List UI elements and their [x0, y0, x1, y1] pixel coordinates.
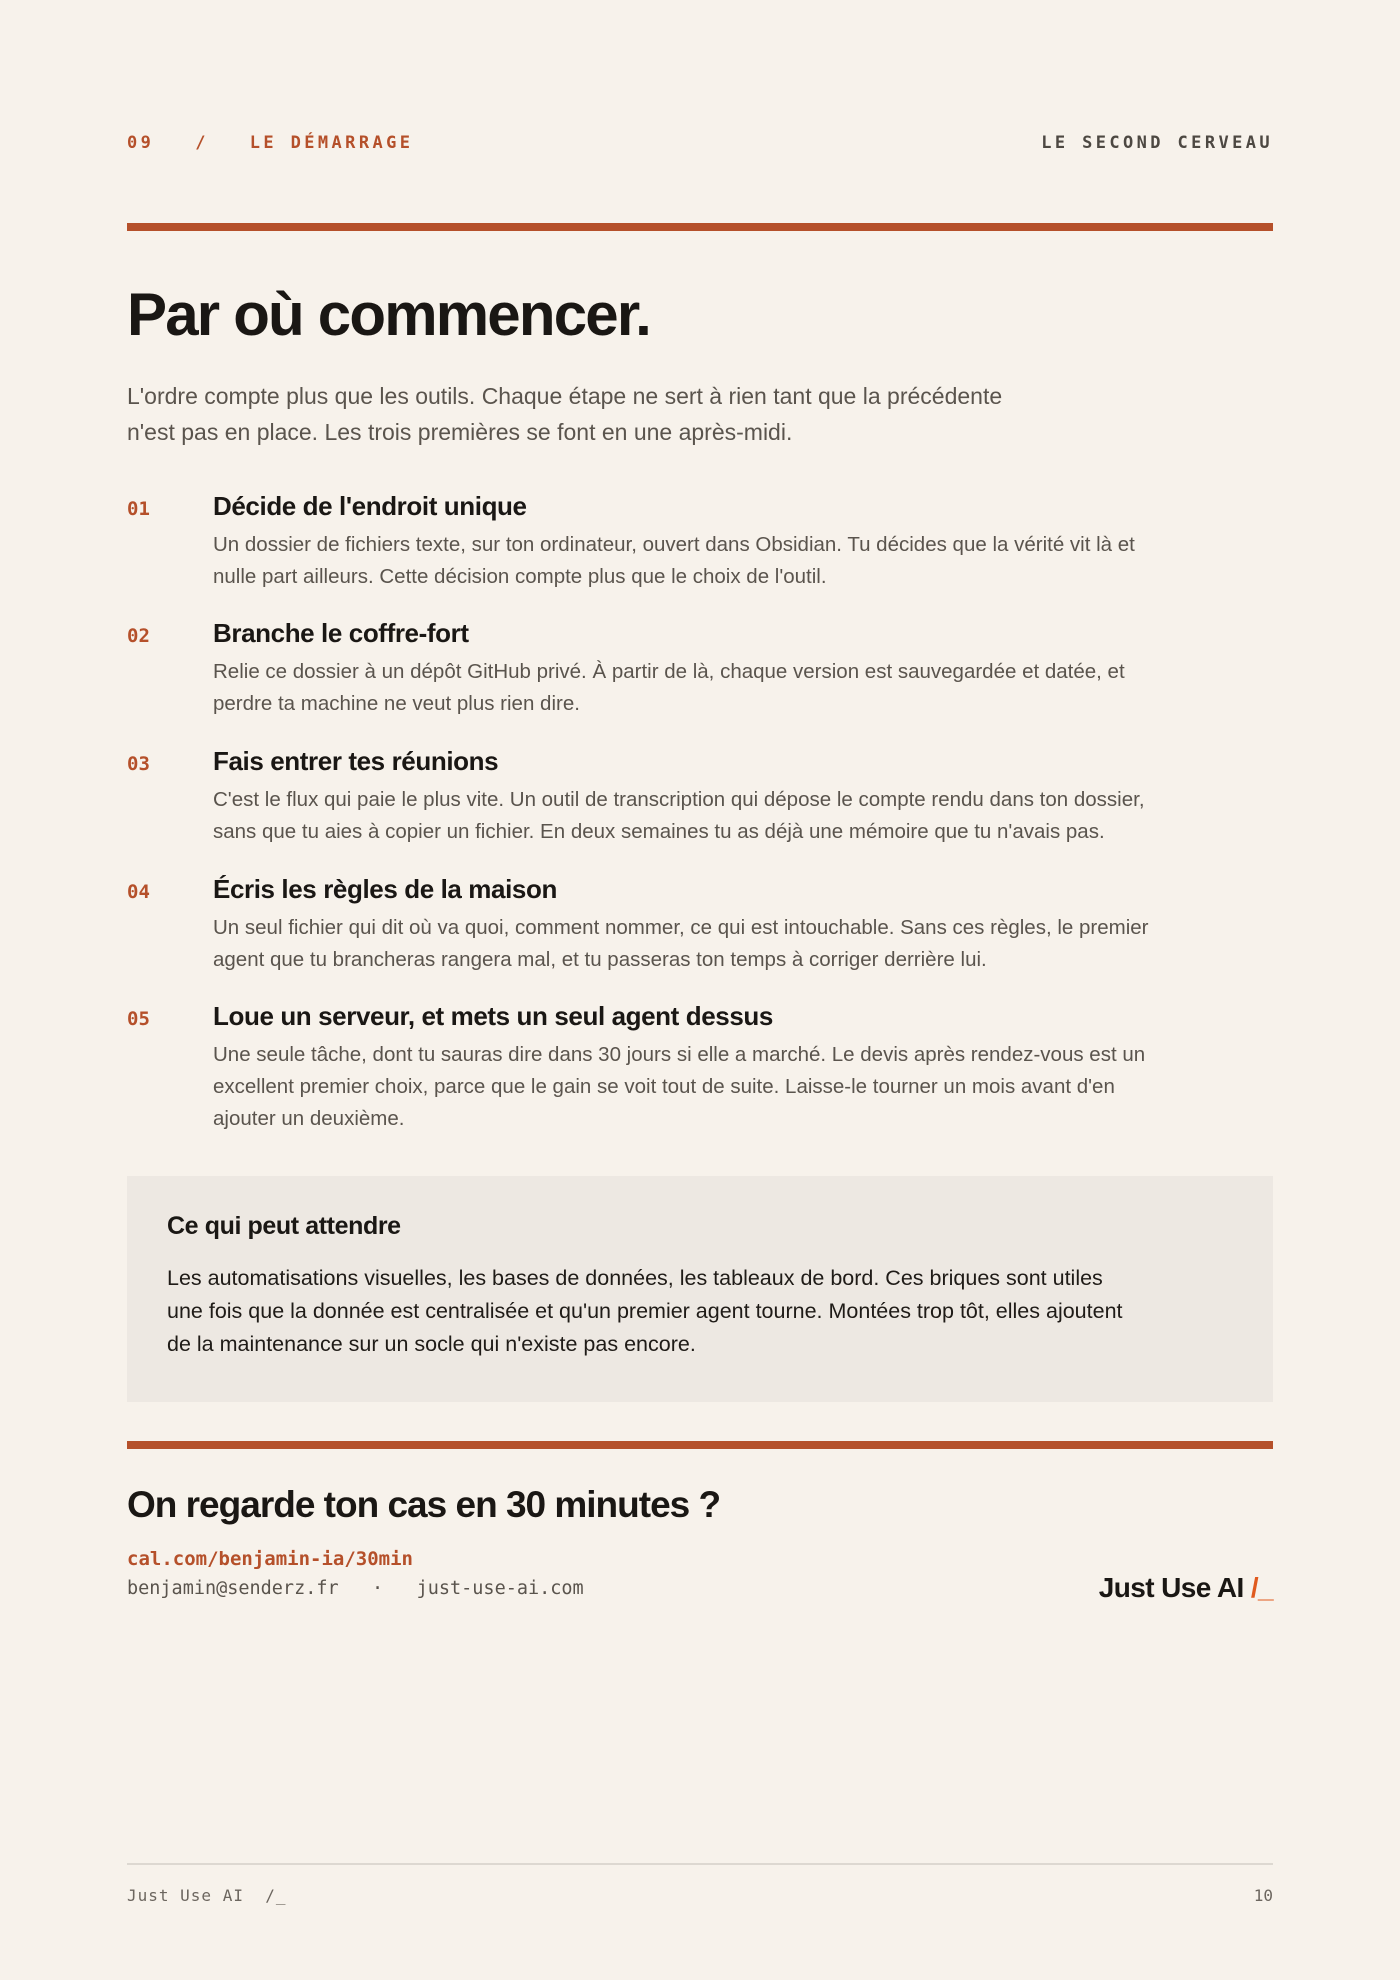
cta-title: On regarde ton cas en 30 minutes ? — [127, 1484, 721, 1525]
step-number: 03 — [127, 753, 150, 775]
step-description — [213, 529, 1273, 593]
step-description — [213, 912, 1273, 976]
callout-body — [167, 1262, 1217, 1361]
intro-line: n'est pas en place. Les trois premières se font en une après-midi. — [127, 419, 793, 445]
step-description — [213, 784, 1273, 848]
callout-title: Ce qui peut attendre — [167, 1212, 401, 1240]
callout-line: Les automatisations visuelles, les bases de données, les tableaux de bord. Ces briques sont utiles — [167, 1266, 1103, 1290]
top-accent-rule — [127, 223, 1273, 231]
step-line: Relie ce dossier à un dépôt GitHub privé. À partir de là, chaque version est sauvegardée et datée, et — [213, 660, 1125, 683]
website-link[interactable]: just-use-ai.com — [416, 1578, 584, 1599]
footer-brand-text: Just Use AI — [127, 1886, 244, 1905]
step-line: Un dossier de fichiers texte, sur ton ordinateur, ouvert dans Obsidian. Tu décides que la vérité vit là et — [213, 533, 1135, 556]
footer-brand — [127, 1886, 287, 1905]
page-title: Par où commencer. — [127, 281, 650, 348]
logo-text: Just Use AI — [1098, 1572, 1244, 1603]
logo-mark: /_ — [1250, 1572, 1273, 1603]
brand-logo — [1099, 1572, 1273, 1604]
section-title: LE DÉMARRAGE — [249, 133, 414, 153]
email-link[interactable]: benjamin@senderz.fr — [127, 1578, 339, 1599]
step-line: nulle part ailleurs. Cette décision compte plus que le choix de l'outil. — [213, 565, 827, 588]
step-line: Un seul fichier qui dit où va quoi, comment nommer, ce qui est intouchable. Sans ces règles, le premier — [213, 916, 1149, 939]
step-description — [213, 656, 1273, 720]
step-title: Décide de l'endroit unique — [213, 491, 527, 521]
step-line: agent que tu brancheras rangera mal, et tu passeras ton temps à corriger derrière lui. — [213, 948, 987, 971]
step-number: 01 — [127, 498, 150, 520]
section-label — [127, 133, 413, 153]
publication-title: LE SECOND CERVEAU — [1041, 133, 1273, 153]
step-line: perdre ta machine ne veut plus rien dire. — [213, 692, 580, 715]
callout-line: de la maintenance sur un socle qui n'existe pas encore. — [167, 1332, 696, 1356]
step-line: excellent premier choix, parce que le gain se voit tout de suite. Laisse-le tourner un mois avant d'en — [213, 1075, 1115, 1098]
footer-rule — [127, 1863, 1273, 1865]
step-description — [213, 1039, 1273, 1135]
booking-link[interactable]: cal.com/benjamin-ia/30min — [127, 1548, 413, 1570]
step-number: 04 — [127, 881, 150, 903]
step-title: Loue un serveur, et mets un seul agent dessus — [213, 1001, 773, 1031]
step-line: sans que tu aies à copier un fichier. En deux semaines tu as déjà une mémoire que tu n'avais pas. — [213, 820, 1105, 843]
cta-accent-rule — [127, 1441, 1273, 1449]
document-page — [127, 0, 1273, 1980]
separator-dot: · — [372, 1578, 384, 1599]
contact-line — [127, 1578, 584, 1599]
callout-line: une fois que la donnée est centralisée et qu'un premier agent tourne. Montées trop tôt, elles ajoutent — [167, 1299, 1123, 1323]
step-title: Branche le coffre-fort — [213, 618, 469, 648]
step-number: 02 — [127, 625, 150, 647]
step-line: C'est le flux qui paie le plus vite. Un outil de transcription qui dépose le compte rendu dans ton dossier, — [213, 788, 1145, 811]
intro-line: L'ordre compte plus que les outils. Chaque étape ne sert à rien tant que la précédente — [127, 383, 1003, 409]
page-number: 10 — [1253, 1886, 1273, 1905]
footer-brand-mark: /_ — [265, 1886, 287, 1905]
intro-paragraph — [127, 378, 1147, 450]
running-header — [127, 133, 1273, 157]
step-title: Fais entrer tes réunions — [213, 746, 499, 776]
callout-box — [127, 1176, 1273, 1402]
step-line: ajouter un deuxième. — [213, 1107, 405, 1130]
step-number: 05 — [127, 1008, 150, 1030]
step-line: Une seule tâche, dont tu sauras dire dans 30 jours si elle a marché. Le devis après rendez-vous est un — [213, 1043, 1146, 1066]
step-title: Écris les règles de la maison — [213, 874, 557, 904]
section-number: 09 — [127, 133, 155, 153]
section-separator: / — [195, 133, 209, 153]
